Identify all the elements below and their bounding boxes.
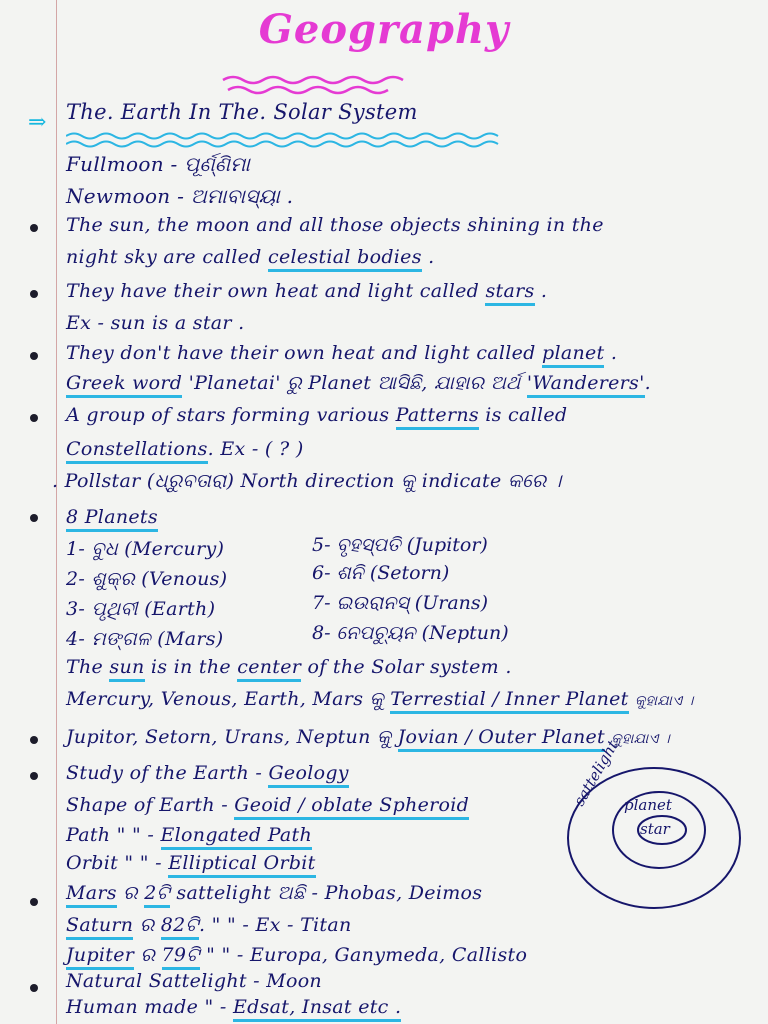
heading-underline <box>66 131 506 149</box>
note-line: Greek word 'Planetai' ରୁ Planet ଆସିଛି, ଯାହାର ଅର୍ଥ 'Wanderers'. <box>66 372 651 394</box>
arrow-right-icon: ⇒ <box>28 110 47 135</box>
note-line: The sun, the moon and all those objects shining in the <box>66 214 604 236</box>
note-line: Human made " - Edsat, Insat etc . <box>66 996 401 1018</box>
note-newmoon: Newmoon - ଅମାବାସ୍ୟା . <box>66 184 294 208</box>
bullet <box>30 352 38 360</box>
note-line: Ex - sun is a star . <box>66 312 245 334</box>
note-line: Natural Sattelight - Moon <box>66 970 322 992</box>
note-line: Constellations. Ex - ( ? ) <box>66 438 304 460</box>
note-line: Shape of Earth - Geoid / oblate Spheroid <box>66 794 469 816</box>
note-line: Saturn ର 82ଟି. " " - Ex - Titan <box>66 914 352 936</box>
planet-item: 7- ଇଉରାନସ୍ (Urans) <box>312 592 489 614</box>
planet-item: 8- ନେପଚ୍ୟୁନ (Neptun) <box>312 622 509 644</box>
margin-line <box>56 0 57 1024</box>
bullet <box>30 290 38 298</box>
diagram-middle-label: planet <box>624 796 672 814</box>
note-line: Jupitor, Setorn, Urans, Neptun କୁ Jovian / Outer Planet କୁହାଯାଏ । <box>66 726 670 748</box>
planet-item: 4- ମଙ୍ଗଳ (Mars) <box>66 628 224 650</box>
bullet <box>30 514 38 522</box>
note-line: A group of stars forming various Patterns is called <box>66 404 567 426</box>
diagram-outer-label: sattelight <box>570 737 622 809</box>
note-line: . Pollstar (ଧ୍ରୁବତାରା) North direction କୁ indicate କରେ । <box>52 470 562 492</box>
note-line: night sky are called celestial bodies . <box>66 246 434 268</box>
note-line: Orbit " " - Elliptical Orbit <box>66 852 316 874</box>
note-line: Jupiter ର 79ଟି " " - Europa, Ganymeda, Callisto <box>66 944 527 966</box>
note-line: Path " " - Elongated Path <box>66 824 312 846</box>
note-line: They have their own heat and light called stars . <box>66 280 547 302</box>
bullet <box>30 736 38 744</box>
note-line: Study of the Earth - Geology <box>66 762 349 784</box>
bullet <box>30 772 38 780</box>
note-fullmoon: Fullmoon - ପୂର୍ଣ୍ଣିମା <box>66 152 251 176</box>
planets-heading: 8 Planets <box>66 506 158 528</box>
planet-item: 6- ଶନି (Setorn) <box>312 562 450 584</box>
planet-item: 3- ପୃଥିବୀ (Earth) <box>66 598 216 620</box>
planet-item: 1- ବୁଧ (Mercury) <box>66 538 225 560</box>
note-line: Mars ର 2ଟି sattelight ଅଛି - Phobas, Deimos <box>66 882 482 904</box>
section-heading: The. Earth In The. Solar System <box>66 100 418 124</box>
planet-item: 5- ବୃହସ୍ପତି (Jupitor) <box>312 534 488 556</box>
bullet <box>30 898 38 906</box>
bullet <box>30 414 38 422</box>
page-title: Geography <box>258 6 510 53</box>
planet-item: 2- ଶୁକ୍ର (Venous) <box>66 568 228 590</box>
note-line: The sun is in the center of the Solar system . <box>66 656 512 678</box>
bullet <box>30 984 38 992</box>
note-line: They don't have their own heat and light called planet . <box>66 342 617 364</box>
title-underline <box>218 74 418 96</box>
diagram-inner-label: star <box>640 820 670 838</box>
bullet <box>30 224 38 232</box>
note-line: Mercury, Venous, Earth, Mars କୁ Terrestial / Inner Planet କୁହାଯାଏ । <box>66 688 694 710</box>
